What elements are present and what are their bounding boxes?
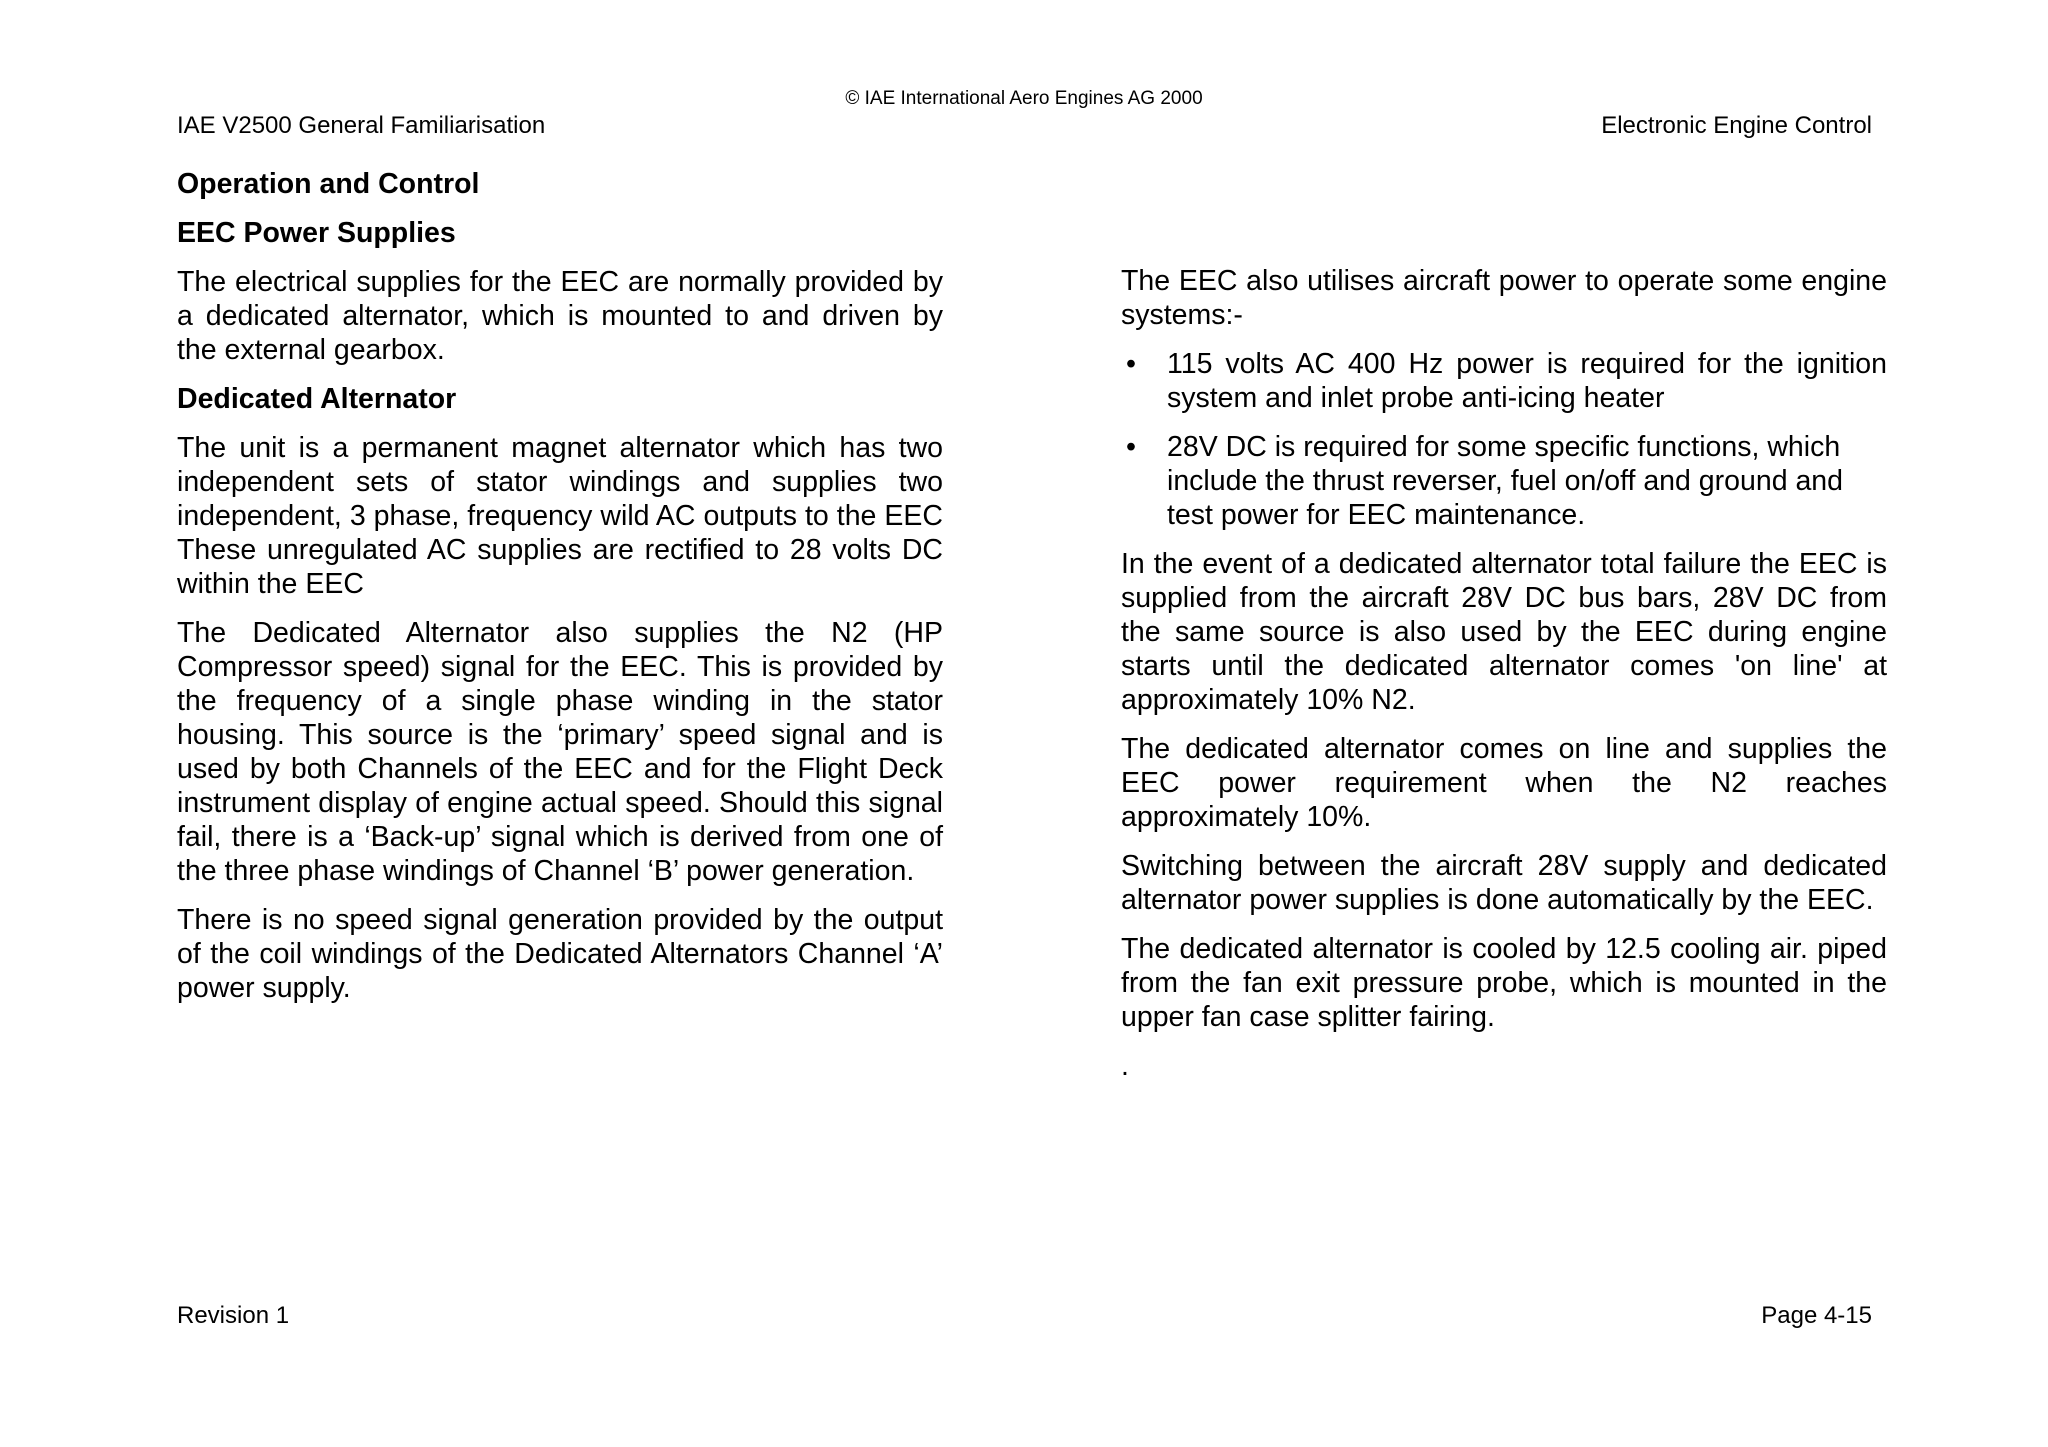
paragraph-alternator-cooling: The dedicated alternator is cooled by 12.5 cooling air. piped from the fan exit pressure probe, which is mounted in the upper fan case splitter fairing. bbox=[1121, 933, 1887, 1033]
left-column bbox=[177, 167, 943, 1020]
header-section-title: Electronic Engine Control bbox=[1601, 112, 1872, 139]
heading-dedicated-alternator: Dedicated Alternator bbox=[177, 383, 457, 415]
list-item-text: 28V DC is required for some specific functions, which include the thrust reverser, fuel on/off and ground and test power for EEC maintenance. bbox=[1167, 431, 1844, 531]
bullet-list bbox=[1121, 347, 1887, 532]
footer-page-number: Page 4-15 bbox=[1761, 1302, 1872, 1329]
paragraph-alternator-failure: In the event of a dedicated alternator total failure the EEC is supplied from the aircraft 28V DC bus bars, 28V DC from the same source is also used by the EEC during engine starts until the dedicated alternator comes 'on line' at approximately 10% N2. bbox=[1121, 548, 1887, 716]
right-column bbox=[1121, 264, 1887, 1098]
header-document-title: IAE V2500 General Familiarisation bbox=[177, 112, 546, 139]
heading-operation-and-control: Operation and Control bbox=[177, 168, 480, 200]
paragraph-alternator-on-line: The dedicated alternator comes on line and supplies the EEC power requirement when the N2 reaches approximately 10%. bbox=[1121, 733, 1887, 833]
footer-revision: Revision 1 bbox=[177, 1302, 290, 1329]
paragraph-power-switching: Switching between the aircraft 28V supply and dedicated alternator power supplies is done automatically by the EEC. bbox=[1121, 850, 1887, 916]
heading-eec-power-supplies: EEC Power Supplies bbox=[177, 217, 456, 249]
list-item bbox=[1121, 430, 1887, 532]
paragraph-n2-speed-signal: The Dedicated Alternator also supplies the N2 (HP Compressor speed) signal for the EEC. This is provided by the frequency of a single phase winding in the stator housing. This source is the ‘primary’ speed signal and is used by both Channels of the EEC and for the Flight Deck instrument display of engine actual speed. Should this signal fail, there is a ‘Back-up’ signal which is derived from one of the three phase windings of Channel ‘B’ power generation. bbox=[177, 617, 943, 887]
bullet-icon: • bbox=[1126, 431, 1136, 463]
bullet-icon: • bbox=[1126, 348, 1136, 380]
paragraph-aircraft-power: The EEC also utilises aircraft power to operate some engine systems:- bbox=[1121, 265, 1887, 331]
trailing-dot: . bbox=[1121, 1050, 1129, 1082]
list-item bbox=[1121, 347, 1887, 415]
copyright-notice: © IAE International Aero Engines AG 2000 bbox=[845, 88, 1203, 109]
list-item-text: 115 volts AC 400 Hz power is required for the ignition system and inlet probe anti-icing heater bbox=[1167, 348, 1887, 414]
paragraph-alternator-unit: The unit is a permanent magnet alternator which has two independent sets of stator windings and supplies two independent, 3 phase, frequency wild AC outputs to the EEC These unregulated AC supplies are rectified to 28 volts DC within the EEC bbox=[177, 432, 943, 600]
paragraph-power-supplies: The electrical supplies for the EEC are normally provided by a dedicated alternator, which is mounted to and driven by the external gearbox. bbox=[177, 266, 943, 366]
paragraph-no-speed-signal: There is no speed signal generation provided by the output of the coil windings of the Dedicated Alternators Channel ‘A’ power supply. bbox=[177, 904, 943, 1004]
